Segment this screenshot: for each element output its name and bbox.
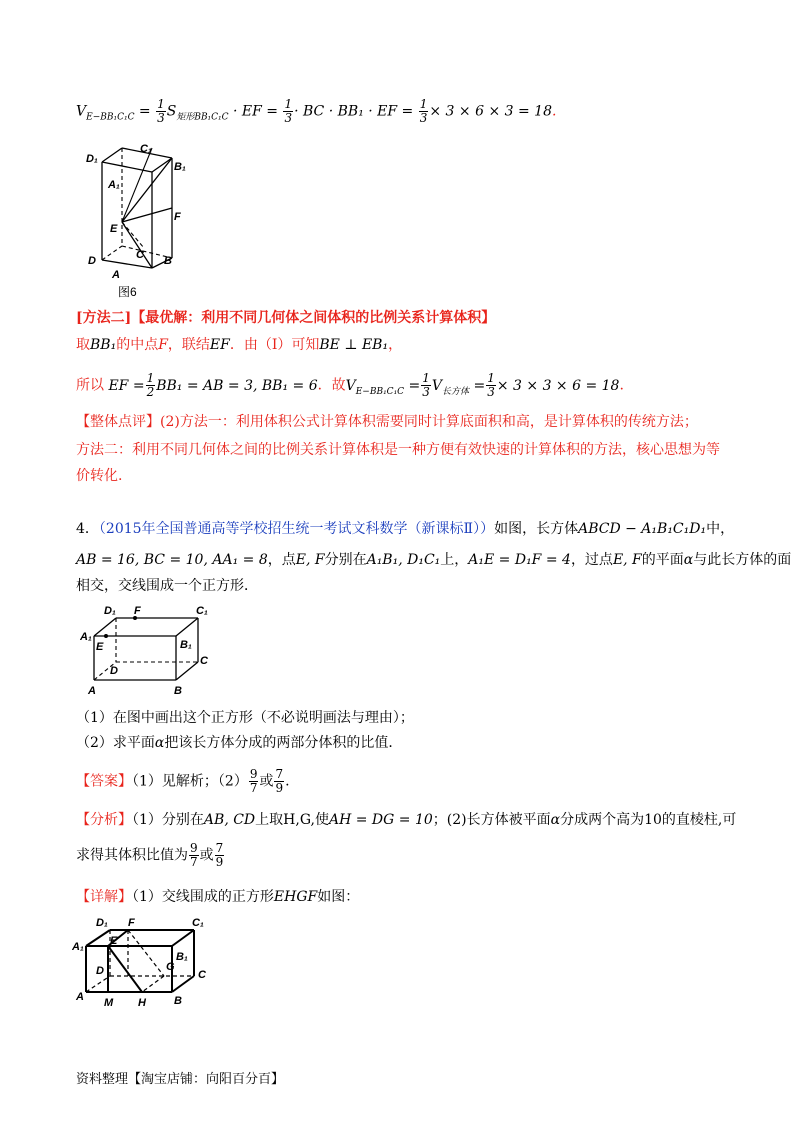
box-label: B₁	[180, 639, 192, 651]
square-label: A₁	[72, 941, 84, 953]
box-label: C₁	[196, 605, 208, 617]
problem4-line3: 相交，交线围成一个正方形．	[76, 578, 258, 594]
figure-box	[80, 600, 220, 700]
question1: （1）在图中画出这个正方形（不必说明画法与理由）；	[76, 710, 414, 726]
square-label: F	[128, 917, 135, 929]
square-label: B₁	[176, 951, 188, 963]
box-label: E	[96, 641, 104, 653]
square-label: E	[110, 935, 118, 947]
comment-line3: 价转化.	[76, 468, 123, 484]
figure-square	[72, 912, 222, 1012]
comment-line1: 【整体点评】(2)方法一：利用体积公式计算体积需要同时计算底面积和高，是计算体积的传统方法；	[76, 414, 698, 430]
square-label: C₁	[192, 917, 204, 929]
box-label: A	[88, 685, 96, 697]
fig6-label: A₁	[108, 179, 120, 191]
box-label: F	[134, 605, 141, 617]
question2: （2）求平面α把该长方体分成的两部分体积的比值．	[76, 735, 403, 751]
comment-line2: 方法二：利用不同几何体之间的比例关系计算体积是一种方便有效快速的计算体积的方法，核心思想为等	[76, 442, 720, 458]
box-label: B	[174, 685, 182, 697]
square-label: G	[166, 961, 175, 973]
fig6-caption: 图6	[118, 285, 137, 299]
fig6-label: A	[112, 269, 120, 281]
square-label: D₁	[96, 917, 108, 929]
detail-line: 【详解】（1）交线围成的正方形EHGF如图：	[76, 889, 360, 905]
fig6-label: E	[110, 223, 118, 235]
formula-volume-method1: $V_{E-BB_1C_1C}$ = $\frac{1}{3}$ $S_{矩形BB_1C_1C}$ · EF = $\frac{1}{3}$ · BC · BB₁ · EF = $\frac{1}{3}$ × 3 × 6 × 3 = 18.	[76, 97, 557, 125]
figure-6	[82, 140, 192, 300]
problem4-line1: 4．（2015年全国普通高等学校招生统一考试文科数学（新课标Ⅱ））如图，长方体ABCD − A₁B₁C₁D₁中，	[76, 521, 735, 537]
method2-line1: 取BB₁的中点F，联结EF．由（Ⅰ）可知BE ⊥ EB₁，	[76, 337, 403, 353]
analysis-line1: 【分析】（1）分别在AB, CD上取H,G,使AH = DG = 10；(2)长方体被平面α分成两个高为10的直棱柱,可	[76, 812, 737, 828]
square-label: H	[138, 997, 146, 1009]
square-label: C	[198, 969, 206, 981]
square-label: D	[96, 965, 104, 977]
box-label: D₁	[104, 605, 116, 617]
fig6-label: D	[88, 255, 96, 267]
fig6-label: C₁	[140, 143, 152, 155]
box-label: C	[200, 655, 208, 667]
square-label: B	[174, 995, 182, 1007]
box-label: D	[110, 665, 118, 677]
method2-title: [方法二]【最优解：利用不同几何体之间体积的比例关系计算体积】	[76, 310, 496, 326]
method2-line2: 所以 EF = $\frac{1}{2}$ BB₁ = AB = 3, BB₁ = 6．故$V_{E-BB_1C_1C}$ = $\frac{1}{3}$ $V_{长方体}$ = $\frac{1}{3}$ × 3 × 3 × 6 = 18.	[76, 371, 624, 399]
square-label: A	[76, 991, 84, 1003]
analysis-line2: 求得其体积比值为 $\frac{9}{7}$ 或 $\frac{7}{9}$	[76, 841, 224, 869]
square-label: M	[104, 997, 114, 1009]
fig6-label: D₁	[86, 153, 98, 165]
answer-line: 【答案】（1）见解析；（2） $\frac{9}{7}$ 或 $\frac{7}{9}$ .	[76, 767, 290, 795]
fig6-label: B₁	[174, 161, 186, 173]
box-label: A₁	[80, 631, 92, 643]
problem4-line2: AB = 16, BC = 10, AA₁ = 8，点E, F分别在A₁B₁, D₁C₁上，A₁E = D₁F = 4，过点E, F的平面α与此长方体的面	[76, 552, 792, 568]
fig6-label: B	[164, 255, 172, 267]
fig6-label: C	[136, 249, 144, 261]
fig6-label: F	[174, 211, 181, 223]
footer: 资料整理【淘宝店铺：向阳百分百】	[76, 1072, 285, 1087]
